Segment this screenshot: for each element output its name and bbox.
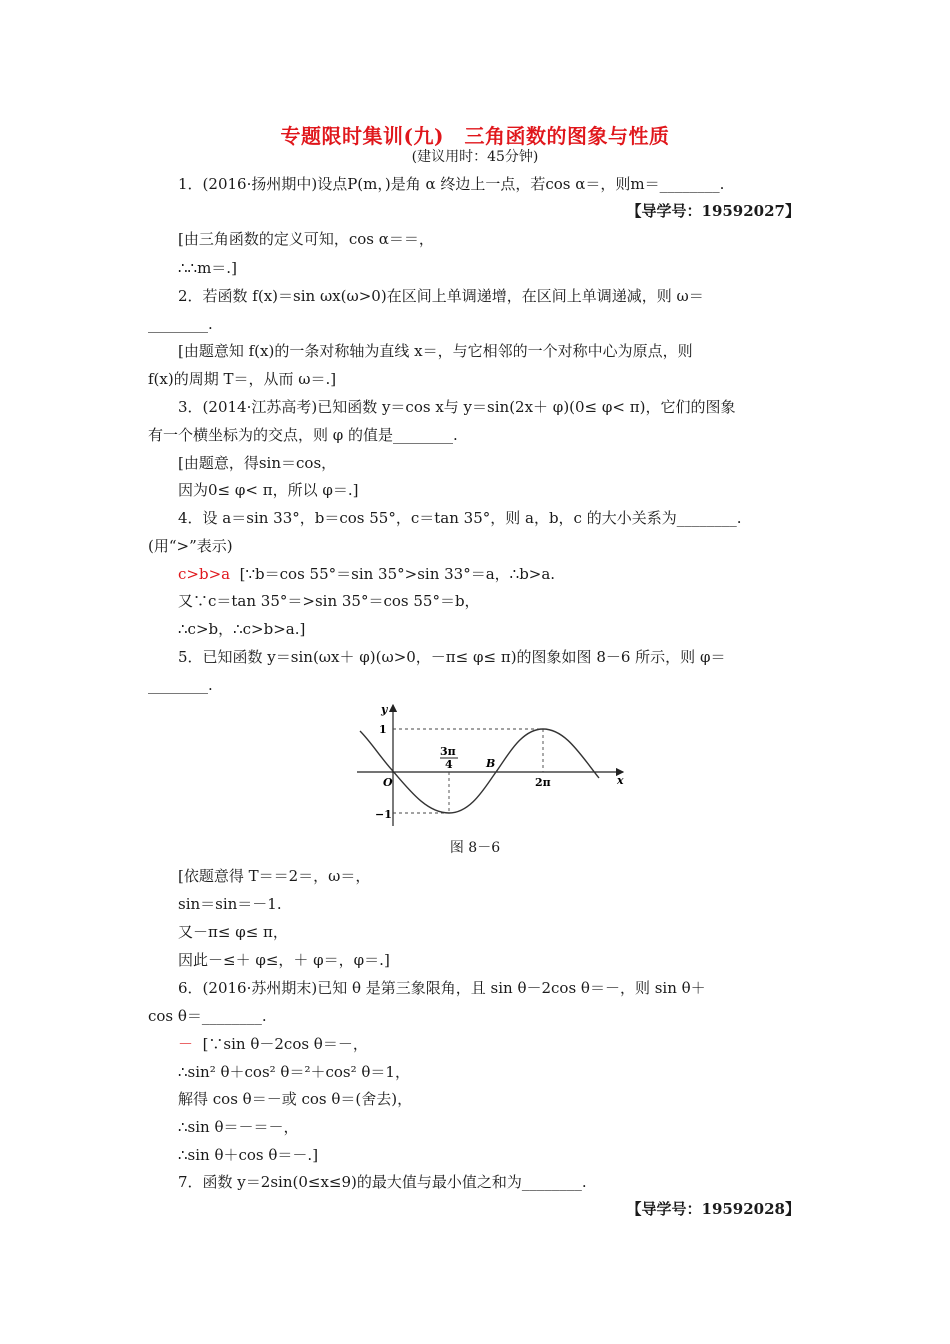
solution-4-line-3: ∴c>b，∴c>b>a.] [178,620,306,638]
page-subtitle: (建议用时：45分钟) [411,149,539,165]
figure-caption: 图 8－6 [449,840,501,856]
origin-label: O [383,776,393,789]
problem-3-stem-cont: 有一个横坐标为的交点，则 φ 的值是________. [148,426,458,444]
solution-4-line-1 [178,564,838,584]
problem-4-note: (用“>”表示) [148,537,233,555]
solution-6-line-1 [178,1034,838,1054]
guide-number-2: 【导学号：19592028】 [626,1200,800,1218]
solution-6-line-4: ∴sin θ＝－＝－， [178,1118,299,1136]
problem-6-stem: 6．(2016·苏州期末)已知 θ 是第三象限角，且 sin θ－2cos θ＝－，则 sin θ＋ [178,979,706,997]
tick-label-one: 1 [379,723,387,736]
problem-2-stem: 2．若函数 f(x)＝sin ωx(ω>0)在区间上单调递增，在区间上单调递减，则 ω＝ [178,287,704,305]
tick-label-neg-one: −1 [375,808,392,821]
solution-4-text: [∵b＝cos 55°＝sin 35°>sin 33°＝a，∴b>a. [239,565,556,583]
problem-3-stem: 3．(2014·江苏高考)已知函数 y＝cos x与 y＝sin(2x＋ φ)(0≤ φ< π)，它们的图象 [178,398,736,416]
y-axis-label: y [381,703,388,716]
solution-2-line-2: f(x)的周期 T＝，从而 ω＝.] [148,370,337,388]
problem-5-stem: 5．已知函数 y＝sin(ωx＋ φ)(ω>0，－π≤ φ≤ π)的图象如图 8－6 所示，则 φ＝ [178,648,726,666]
solution-4-line-2: 又∵c＝tan 35°＝>sin 35°＝cos 55°＝b， [178,592,480,610]
sine-curve [360,729,599,813]
point-b-label: B [486,757,496,770]
solution-5-line-3: 又－π≤ φ≤ π， [178,923,288,941]
tick-label-3pi-denominator: 4 [445,758,453,771]
tick-label-2pi: 2π [535,776,551,789]
problem-6-stem-cont: cos θ＝________. [148,1007,267,1025]
x-axis-label: x [617,774,624,787]
answer-6: － [178,1035,194,1053]
problem-7-stem: 7．函数 y＝2sin(0≤x≤9)的最大值与最小值之和为________. [178,1173,587,1191]
solution-6-line-3: 解得 cos θ＝－或 cos θ＝(舍去)， [178,1090,413,1108]
solution-6-text: [∵sin θ－2cos θ＝－， [202,1035,368,1053]
solution-5-line-4: 因此－≤＋ φ≤，＋ φ＝，φ＝.] [178,951,390,969]
solution-1-line-2: ∴∴m＝.] [178,259,237,277]
problem-1-stem: 1．(2016·扬州期中)设点P(m，)是角 α 终边上一点，若cos α＝，则m＝________. [178,175,725,193]
page-title: 专题限时集训(九) 三角函数的图象与性质 [280,124,670,148]
solution-3-line-1: [由题意，得sin＝cos， [178,454,337,472]
solution-5-line-1: [依题意得 T＝＝2＝，ω＝， [178,867,371,885]
sine-graph-figure [355,700,630,830]
solution-3-line-2: 因为0≤ φ< π，所以 φ＝.] [178,481,359,499]
problem-5-blank: ________. [148,676,213,694]
solution-6-line-2: ∴sin² θ＋cos² θ＝²＋cos² θ＝1， [178,1063,410,1081]
answer-4: c>b>a [178,565,231,583]
solution-6-line-5: ∴sin θ＋cos θ＝－.] [178,1146,319,1164]
guide-number-1: 【导学号：19592027】 [626,202,800,220]
problem-2-blank: ________. [148,315,213,333]
tick-label-3pi-numerator: 3π [440,745,456,758]
problem-4-stem: 4．设 a＝sin 33°，b＝cos 55°，c＝tan 35°，则 a，b，c 的大小关系为________. [178,509,742,527]
solution-2-line-1: [由题意知 f(x)的一条对称轴为直线 x＝，与它相邻的一个对称中心为原点，则 [178,342,693,360]
solution-1-line-1: [由三角函数的定义可知，cos α＝＝， [178,230,434,248]
solution-5-line-2: sin＝sin＝－1. [178,895,282,913]
